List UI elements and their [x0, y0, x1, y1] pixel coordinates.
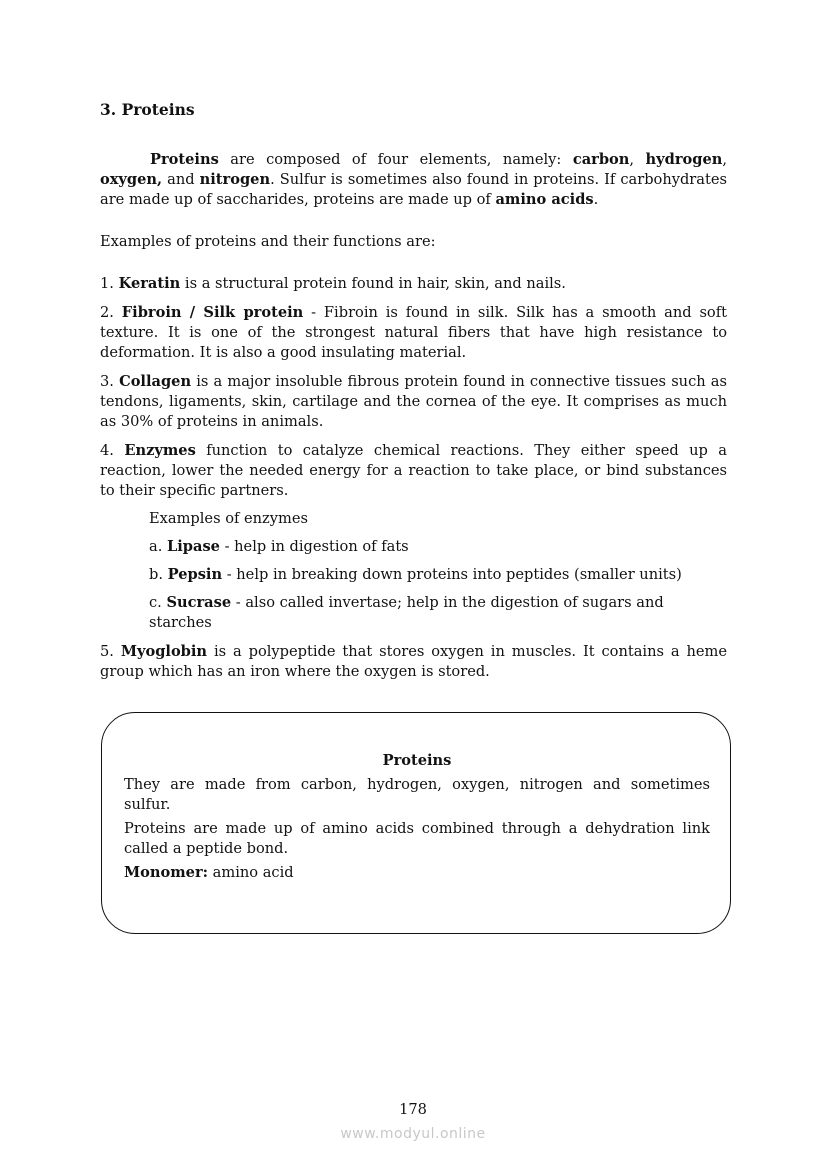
enzyme-item-lipase: a. Lipase - help in digestion of fats: [149, 538, 409, 555]
summary-box: [101, 712, 731, 934]
list-item-fibroin: 2. Fibroin / Silk protein - Fibroin is found in silk. Silk has a smooth and soft texture. It is one of the strongest natural fibers that have high resistance to deformation. It is also a good insulating material.: [100, 304, 727, 361]
enzyme-item-sucrase: c. Sucrase - also called invertase; help in the digestion of sugars and starches: [149, 594, 664, 631]
main-content: [100, 150, 727, 682]
list-item-keratin: 1. Keratin is a structural protein found in hair, skin, and nails.: [100, 275, 566, 292]
list-item-enzymes: 4. Enzymes function to catalyze chemical reactions. They either speed up a reaction, lower the needed energy for a reaction to take place, or bind substances to their specific partners.: [100, 442, 727, 499]
summary-monomer: [124, 863, 710, 883]
enzyme-examples: [149, 509, 727, 633]
intro-term-oxygen: oxygen,: [100, 171, 163, 188]
page-number: 178: [399, 1101, 427, 1118]
monomer-label: Monomer:: [124, 864, 209, 881]
enzyme-item-pepsin: b. Pepsin - help in breaking down proteins into peptides (smaller units): [149, 566, 682, 583]
list-item-myoglobin: 5. Myoglobin is a polypeptide that stores oxygen in muscles. It contains a heme group which has an iron where the oxygen is stored.: [100, 643, 727, 680]
summary-content: [124, 751, 710, 883]
intro-paragraph: Proteins are composed of four elements, namely: carbon, hydrogen, oxygen, and nitrogen. Sulfur is sometimes also found in proteins. If carbohydrates are made up of saccharides, proteins are made up of amino acids.: [100, 151, 727, 208]
summary-line-elements: They are made from carbon, hydrogen, oxygen, nitrogen and sometimes sulfur.: [124, 776, 710, 813]
monomer-value: amino acid: [208, 864, 294, 881]
watermark: www.modyul.online: [340, 1126, 486, 1142]
summary-title: Proteins: [382, 752, 452, 769]
examples-label: Examples of proteins and their functions are:: [100, 233, 436, 250]
intro-term-nitrogen: nitrogen: [199, 171, 271, 188]
enzyme-examples-label: Examples of enzymes: [149, 510, 308, 527]
intro-term-hydrogen: hydrogen: [645, 151, 723, 168]
summary-line-amino-acids: Proteins are made up of amino acids combined through a dehydration link called a peptide bond.: [124, 820, 710, 857]
intro-term-proteins: Proteins: [150, 151, 219, 168]
section-heading: 3. Proteins: [100, 100, 195, 119]
list-item-collagen: 3. Collagen is a major insoluble fibrous protein found in connective tissues such as tendons, ligaments, skin, cartilage and the cornea of the eye. It comprises as much as 30% of proteins in animals.: [100, 373, 727, 430]
intro-term-carbon: carbon: [572, 151, 630, 168]
intro-term-amino-acids: amino acids: [495, 191, 594, 208]
